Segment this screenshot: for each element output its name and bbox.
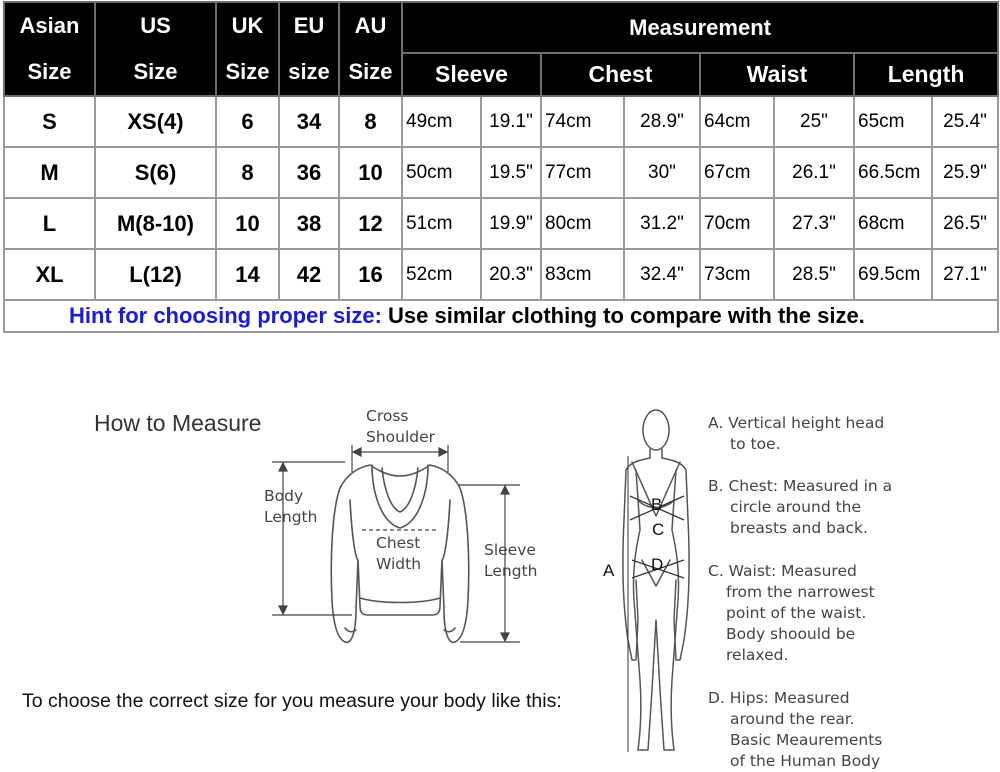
human-body-icon [623,410,689,750]
cell-us-size: L(12) [95,249,216,300]
header-eu-size: EU size [279,2,339,96]
body-length-label: Body Length [264,487,318,526]
header-asian-size: Asian Size [4,2,95,96]
cell-waist-cm: 64cm [700,96,774,147]
cell-sleeve-cm: 49cm [402,96,481,147]
cell-chest-in: 31.2" [624,198,700,249]
header-uk-size: UK Size [216,2,279,96]
cell-uk-size: 6 [216,96,279,147]
body-length-arrow [272,462,352,615]
cell-length-cm: 65cm [854,96,932,147]
cell-chest-cm: 77cm [541,147,624,198]
cell-us-size: S(6) [95,147,216,198]
cell-eu-size: 34 [279,96,339,147]
cell-sleeve-cm: 50cm [402,147,481,198]
note-d: D. Hips: Measured around the rear. Basic Meaurements of the Human Body [708,689,883,770]
cell-eu-size: 38 [279,198,339,249]
cell-length-in: 26.5" [932,198,998,249]
cell-uk-size: 10 [216,198,279,249]
header-chest: Chest [541,53,700,96]
cell-sleeve-cm: 52cm [402,249,481,300]
note-b: B. Chest: Measured in a circle around the breasts and back. [708,477,893,537]
cell-sleeve-in: 19.5" [481,147,541,198]
cell-us-size: M(8-10) [95,198,216,249]
cell-uk-size: 14 [216,249,279,300]
cell-us-size: XS(4) [95,96,216,147]
cell-au-size: 16 [339,249,402,300]
cell-chest-cm: 80cm [541,198,624,249]
point-d-label: D [651,555,664,574]
measure-instruction: To choose the correct size for you measure your body like this: [22,690,562,712]
cell-waist-in: 26.1" [774,147,854,198]
hint-text: Use similar clothing to compare with the size. [381,303,865,328]
cell-length-in: 25.9" [932,147,998,198]
cell-asian-size: XL [4,249,95,300]
cell-chest-in: 30" [624,147,700,198]
cell-asian-size: S [4,96,95,147]
header-us-size: US Size [95,2,216,96]
cell-sleeve-in: 19.9" [481,198,541,249]
hint-label: Hint for choosing proper size: [69,303,382,328]
cell-uk-size: 8 [216,147,279,198]
header-au-size: AU Size [339,2,402,96]
cell-au-size: 10 [339,147,402,198]
cell-length-in: 25.4" [932,96,998,147]
note-c: C. Waist: Measured from the narrowest point of the waist. Body shoould be relaxed. [708,562,875,664]
cell-waist-cm: 73cm [700,249,774,300]
cell-sleeve-in: 19.1" [481,96,541,147]
cell-au-size: 8 [339,96,402,147]
cell-waist-cm: 67cm [700,147,774,198]
cell-au-size: 12 [339,198,402,249]
cell-eu-size: 36 [279,147,339,198]
note-a: A. Vertical height head to toe. [708,414,885,453]
point-a-label: A [603,561,615,580]
header-waist: Waist [700,53,854,96]
cell-waist-in: 25" [774,96,854,147]
header-length: Length [854,53,998,96]
cell-length-cm: 68cm [854,198,932,249]
cell-sleeve-cm: 51cm [402,198,481,249]
cell-chest-in: 28.9" [624,96,700,147]
point-c-label: C [652,520,665,539]
cell-length-in: 27.1" [932,249,998,300]
cell-asian-size: L [4,198,95,249]
chest-width-label: Chest Width [376,534,422,573]
cell-waist-in: 28.5" [774,249,854,300]
cross-shoulder-label: Cross Shoulder [366,407,436,446]
cell-chest-cm: 83cm [541,249,624,300]
cell-eu-size: 42 [279,249,339,300]
cell-chest-in: 32.4" [624,249,700,300]
how-to-measure-title: How to Measure [94,410,262,436]
point-b-label: B [651,495,663,514]
cell-asian-size: M [4,147,95,198]
cell-waist-cm: 70cm [700,198,774,249]
header-sleeve: Sleeve [402,53,541,96]
cell-sleeve-in: 20.3" [481,249,541,300]
cell-waist-in: 27.3" [774,198,854,249]
cell-length-cm: 66.5cm [854,147,932,198]
sleeve-length-label: Sleeve Length [484,541,538,580]
cross-shoulder-arrow [352,445,448,472]
cell-chest-cm: 74cm [541,96,624,147]
header-measurement: Measurement [402,2,998,53]
cell-length-cm: 69.5cm [854,249,932,300]
